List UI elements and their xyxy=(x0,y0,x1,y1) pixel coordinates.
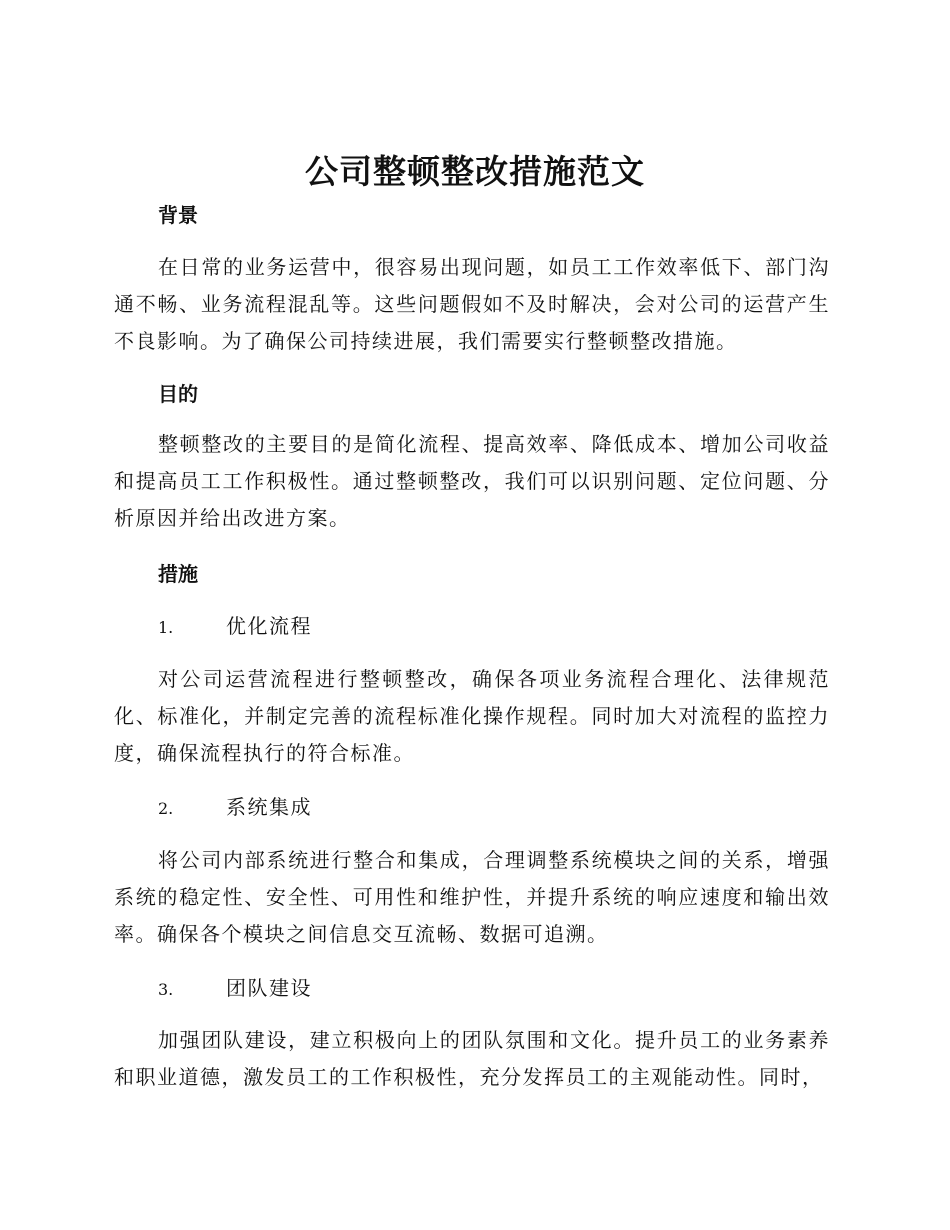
measure-item-1 xyxy=(158,612,312,642)
measure-label: 系统集成 xyxy=(226,795,312,819)
section-heading-measures: 措施 xyxy=(158,562,198,586)
measure-number: 1. xyxy=(158,618,174,637)
paragraph-measure-1: 对公司运营流程进行整顿整改，确保各项业务流程合理化、法律规范化、标准化，并制定完善的流程标准化操作规程。同时加大对流程的监控力度，确保流程执行的符合标准。 xyxy=(114,667,830,765)
measure-number: 3. xyxy=(158,980,174,999)
paragraph-measure-2: 将公司内部系统进行整合和集成，合理调整系统模块之间的关系，增强系统的稳定性、安全性、可用性和维护性，并提升系统的响应速度和输出效率。确保各个模块之间信息交互流畅、数据可追溯。 xyxy=(114,848,830,946)
measure-item-2 xyxy=(158,793,312,823)
measure-number: 2. xyxy=(158,799,174,818)
document-title: 公司整顿整改措施范文 xyxy=(305,152,645,191)
measure-label: 团队建设 xyxy=(226,976,312,1000)
measure-label: 优化流程 xyxy=(226,614,312,638)
paragraph-background: 在日常的业务运营中，很容易出现问题，如员工工作效率低下、部门沟通不畅、业务流程混乱等。这些问题假如不及时解决，会对公司的运营产生不良影响。为了确保公司持续进展，我们需要实行整顿整改措施。 xyxy=(114,255,830,353)
measure-item-3 xyxy=(158,974,312,1004)
paragraph-purpose: 整顿整改的主要目的是简化流程、提高效率、降低成本、增加公司收益和提高员工工作积极性。通过整顿整改，我们可以识别问题、定位问题、分析原因并给出改进方案。 xyxy=(114,432,830,530)
section-heading-background: 背景 xyxy=(158,203,198,227)
paragraph-measure-3: 加强团队建设，建立积极向上的团队氛围和文化。提升员工的业务素养和职业道德，激发员工的工作积极性，充分发挥员工的主观能动性。同时， xyxy=(114,1028,830,1089)
section-heading-purpose: 目的 xyxy=(158,382,198,406)
